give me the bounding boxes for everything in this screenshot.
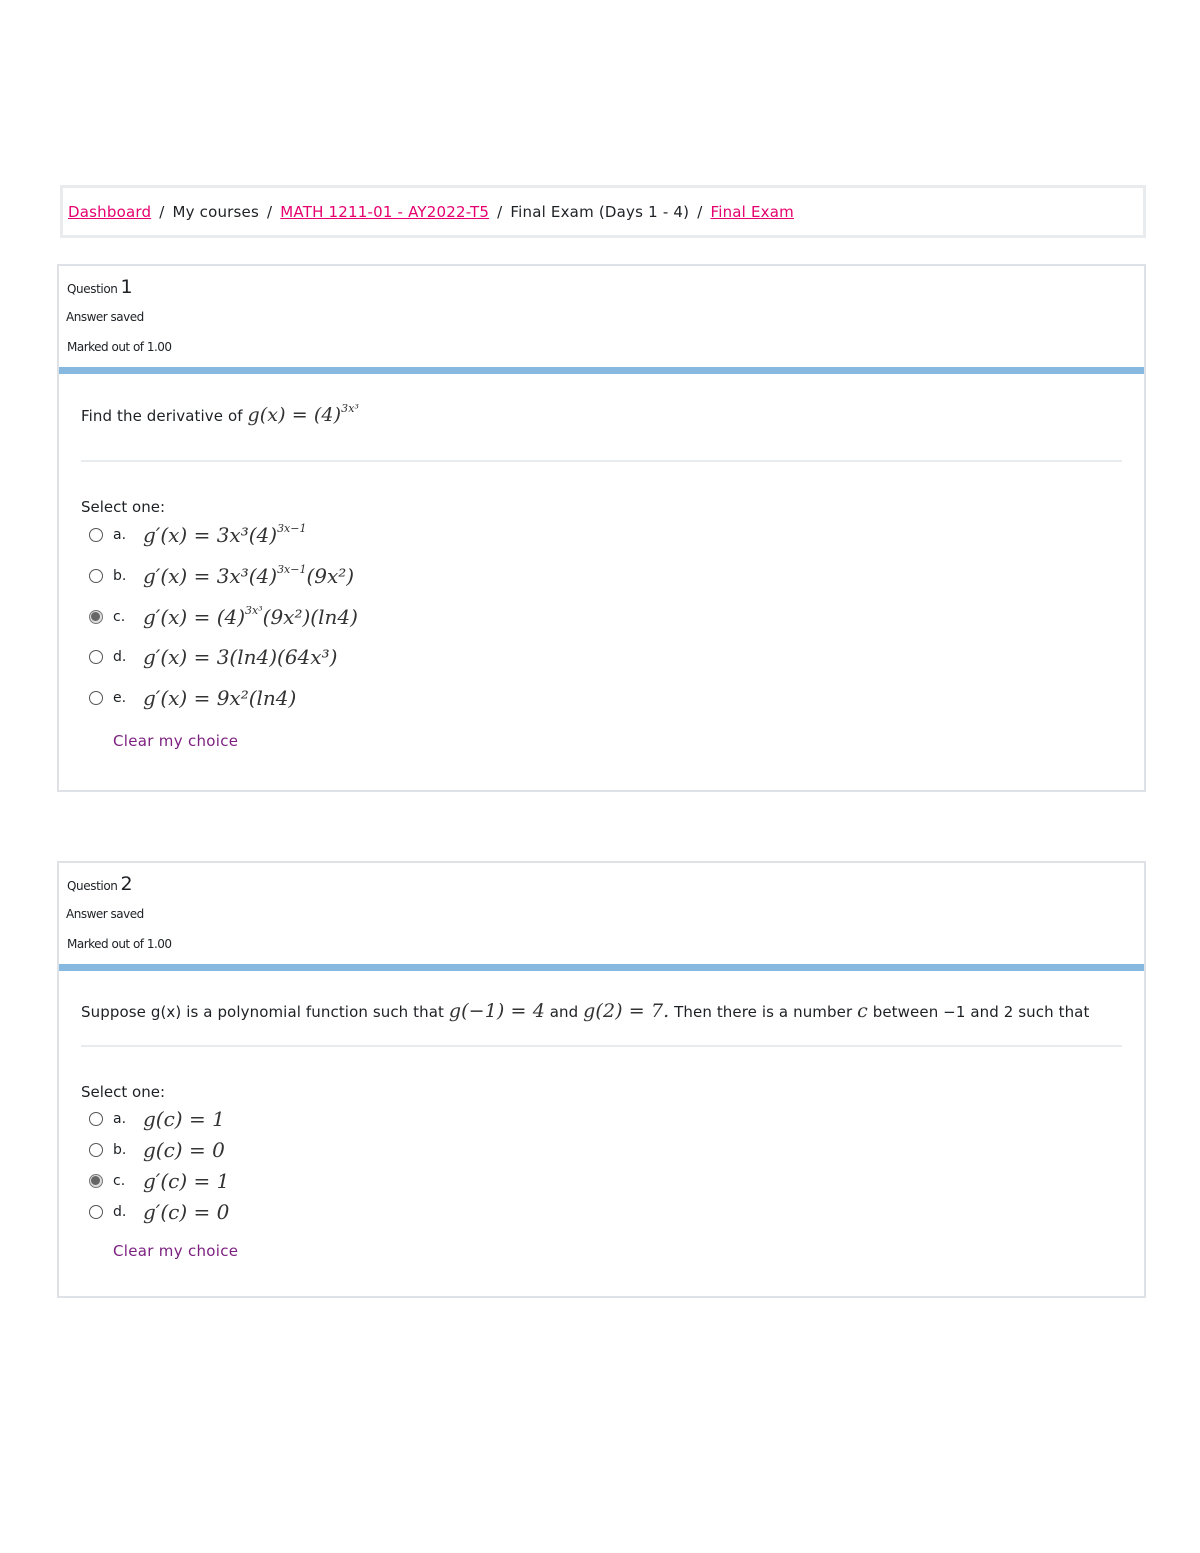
question-title: [67, 873, 132, 895]
answer-math: g′(c) = 0: [143, 1200, 230, 1224]
answer-math: $g'(x) = 3x^3(4)^{3x-1}$: [143, 522, 307, 547]
answer-option-a[interactable]: [89, 1107, 225, 1131]
breadcrumb-separator: /: [267, 202, 273, 221]
answer-option-b[interactable]: [89, 1138, 225, 1162]
question-text: [81, 402, 359, 426]
radio-button[interactable]: [89, 1174, 103, 1188]
radio-button[interactable]: [89, 610, 103, 624]
question-math: c: [857, 1000, 868, 1022]
question-number: 1: [120, 276, 133, 298]
question-state: Answer saved: [66, 310, 144, 324]
question-label: Question: [67, 879, 118, 893]
answer-letter: d.: [113, 1204, 127, 1220]
question-info: [59, 863, 1144, 964]
question-math: g(2) = 7.: [583, 1000, 670, 1022]
answer-letter: b.: [113, 1142, 127, 1158]
question-grade: Marked out of 1.00: [67, 937, 172, 951]
answer-letter: a.: [113, 526, 127, 543]
breadcrumb-dashboard-link[interactable]: Dashboard: [68, 202, 152, 221]
question-label: Question: [67, 282, 118, 296]
answer-letter: b.: [113, 567, 127, 584]
answer-math: $g'(x) = 3x^3(4)^{3x-1}(9x^2)$: [143, 563, 355, 588]
breadcrumb-separator: /: [697, 202, 703, 221]
answer-letter: c.: [113, 608, 126, 625]
question-prompt: Find the derivative of: [81, 407, 243, 425]
answer-option-c[interactable]: [89, 1169, 229, 1193]
clear-my-choice-link[interactable]: Clear my choice: [113, 1242, 239, 1260]
answer-option-d[interactable]: [89, 645, 337, 669]
question-state: Answer saved: [66, 907, 144, 921]
question-number: 2: [120, 873, 133, 895]
answer-letter: a.: [113, 1111, 127, 1127]
breadcrumb-my-courses: My courses: [172, 202, 259, 221]
question-divider-bar: [59, 367, 1144, 374]
answer-math: g(c) = 0: [143, 1138, 225, 1162]
question-separator: [81, 460, 1122, 462]
breadcrumb-section: Final Exam (Days 1 - 4): [510, 202, 690, 221]
breadcrumb-course-link[interactable]: MATH 1211-01 - AY2022-T5: [280, 202, 490, 221]
question-math: $g(x) = (4)^{3x^3}$: [247, 402, 360, 426]
question-prompt: Then there is a number: [674, 1003, 853, 1021]
breadcrumb: [60, 185, 1146, 238]
answer-option-b[interactable]: [89, 563, 354, 588]
question-math: g(−1) = 4: [448, 1000, 545, 1022]
question-grade: Marked out of 1.00: [67, 340, 172, 354]
radio-button[interactable]: [89, 569, 103, 583]
question-title: [67, 276, 132, 298]
question-separator: [81, 1045, 1122, 1047]
answer-math: g′(c) = 1: [143, 1169, 230, 1193]
question-text: [81, 1000, 1089, 1022]
select-one-label: Select one:: [81, 498, 166, 516]
question-prompt: between −1 and 2 such that: [872, 1003, 1090, 1021]
breadcrumb-separator: /: [159, 202, 165, 221]
radio-button[interactable]: [89, 1205, 103, 1219]
answer-letter: d.: [113, 649, 127, 665]
answer-option-a[interactable]: [89, 522, 306, 547]
answer-math: g′(x) = 9x²(ln4): [143, 686, 297, 710]
answer-math: $g'(x) = (4)^{3x^3}(9x^2)(\ln 4)$: [143, 604, 358, 629]
answer-option-c[interactable]: [89, 604, 358, 629]
clear-my-choice-link[interactable]: Clear my choice: [113, 732, 239, 750]
question-info: [59, 266, 1144, 367]
answer-letter: e.: [113, 690, 127, 706]
question-1: [57, 264, 1146, 792]
question-prompt: and: [549, 1003, 579, 1021]
answer-option-d[interactable]: [89, 1200, 229, 1224]
answer-math: g′(x) = 3(ln4)(64x³): [143, 645, 338, 669]
answer-math: g(c) = 1: [143, 1107, 225, 1131]
question-divider-bar: [59, 964, 1144, 971]
answer-letter: c.: [113, 1173, 126, 1189]
question-prompt: Suppose g(x) is a polynomial function such that: [81, 1003, 445, 1021]
radio-button[interactable]: [89, 1143, 103, 1157]
radio-button[interactable]: [89, 528, 103, 542]
radio-button[interactable]: [89, 650, 103, 664]
select-one-label: Select one:: [81, 1083, 166, 1101]
radio-button[interactable]: [89, 691, 103, 705]
breadcrumb-quiz-link[interactable]: Final Exam: [710, 202, 794, 221]
radio-button[interactable]: [89, 1112, 103, 1126]
breadcrumb-separator: /: [497, 202, 503, 221]
question-2: [57, 861, 1146, 1298]
answer-option-e[interactable]: [89, 686, 296, 710]
